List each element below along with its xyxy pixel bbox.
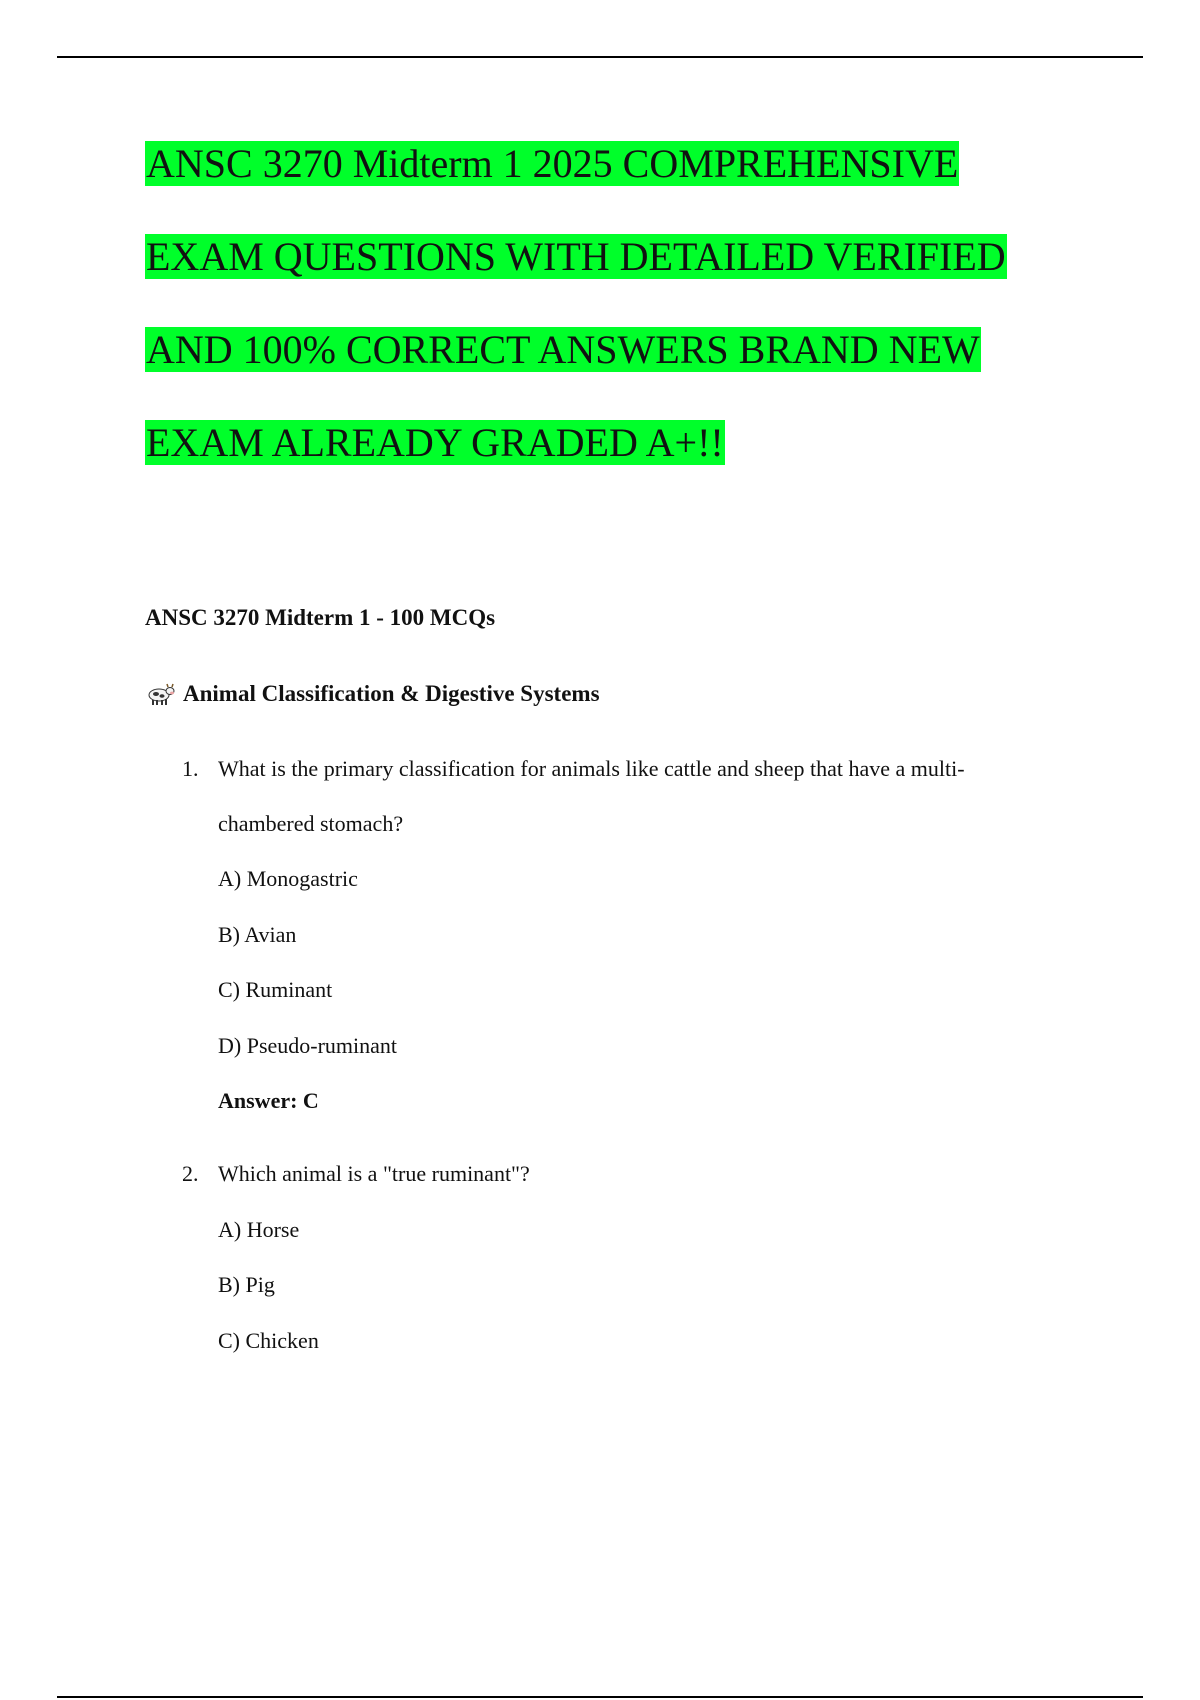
question-number: 1.	[182, 756, 199, 781]
bottom-rule	[57, 1696, 1143, 1698]
option-a: A) Monogastric	[218, 866, 358, 891]
option-a: A) Horse	[218, 1217, 300, 1242]
option-c: C) Chicken	[218, 1328, 319, 1353]
title-line: AND 100% CORRECT ANSWERS BRAND NEW	[146, 327, 980, 372]
section-heading	[145, 681, 600, 707]
question-text: Which animal is a "true ruminant"?	[218, 1161, 530, 1186]
title-line: ANSC 3270 Midterm 1 2025 COMPREHENSIVE	[146, 141, 959, 186]
option-c: C) Ruminant	[218, 977, 333, 1002]
top-rule	[57, 56, 1143, 58]
answer-key: Answer: C	[218, 1088, 319, 1113]
title-line: EXAM ALREADY GRADED A+!!	[146, 420, 724, 465]
option-b: B) Avian	[218, 922, 297, 947]
section-title: Animal Classification & Digestive Systems	[183, 681, 600, 706]
question-number: 2.	[182, 1161, 199, 1186]
question-text: What is the primary classification for animals like cattle and sheep that have a multi-	[218, 756, 965, 781]
document-title	[145, 140, 1105, 512]
option-b: B) Pig	[218, 1272, 275, 1297]
option-d: D) Pseudo-ruminant	[218, 1033, 398, 1058]
title-line: EXAM QUESTIONS WITH DETAILED VERIFIED	[146, 234, 1006, 279]
doc-heading: ANSC 3270 Midterm 1 - 100 MCQs	[145, 605, 496, 630]
cow-icon	[145, 682, 175, 706]
question-text-continued: chambered stomach?	[218, 811, 404, 836]
